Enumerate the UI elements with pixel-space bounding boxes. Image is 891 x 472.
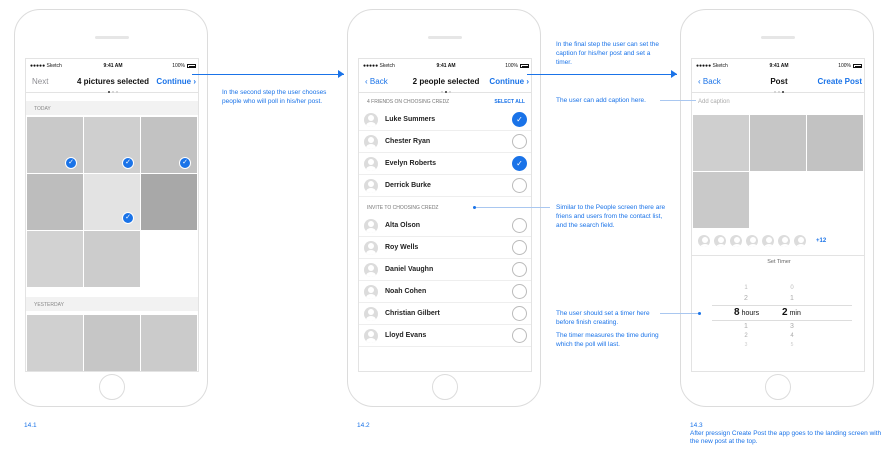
- picker-minute: 5: [790, 342, 794, 348]
- chevron-right-icon: ›: [526, 77, 529, 86]
- navbar: [692, 71, 865, 93]
- avatar: [698, 235, 710, 247]
- battery: [838, 63, 862, 69]
- picker-hour: 1: [744, 323, 748, 330]
- photo-tile[interactable]: [27, 231, 83, 287]
- home-button: [765, 374, 791, 400]
- list-item[interactable]: [359, 325, 532, 347]
- annotation-line: [474, 207, 550, 208]
- speaker: [761, 36, 795, 39]
- photo-tile[interactable]: [27, 315, 83, 371]
- radio-button[interactable]: [512, 134, 527, 149]
- battery-label: 100%: [505, 63, 518, 69]
- home-button: [432, 374, 458, 400]
- phone-2: [347, 9, 541, 407]
- picker-minute: 4: [790, 333, 794, 339]
- battery: [172, 63, 196, 69]
- list-item[interactable]: [359, 175, 532, 197]
- screen-3: [691, 58, 865, 372]
- annotation-arrow: [527, 74, 677, 75]
- picker-line: [712, 305, 852, 306]
- annotation-step2: In the second step the user chooses people who will poll in his/her post.: [222, 89, 327, 105]
- person-name: Chester Ryan: [385, 138, 431, 145]
- speaker: [95, 36, 129, 39]
- avatar: [364, 135, 378, 149]
- invite-header: INVITE TO CHOOSING CREDZ: [367, 205, 439, 211]
- avatar: [794, 235, 806, 247]
- photo-tile: [750, 115, 806, 171]
- section-yesterday: YESTERDAY: [26, 297, 199, 311]
- phone-1: [14, 9, 208, 407]
- minutes-unit: min: [789, 310, 801, 317]
- minutes-value: 2: [782, 307, 788, 318]
- select-all-button[interactable]: SELECT ALL: [494, 99, 525, 105]
- photo-tile[interactable]: [84, 315, 140, 371]
- page-title: 2 people selected: [412, 77, 480, 86]
- continue-button[interactable]: [489, 77, 529, 86]
- arrow-head-icon: [671, 70, 677, 78]
- arrow-head-icon: [338, 70, 344, 78]
- radio-button[interactable]: [512, 306, 527, 321]
- battery-icon: [520, 64, 529, 68]
- avatar: [364, 157, 378, 171]
- status-time: 9:41 AM: [769, 63, 789, 69]
- radio-button[interactable]: [512, 262, 527, 277]
- radio-button[interactable]: [512, 328, 527, 343]
- annotation-dot: [473, 206, 476, 209]
- avatar: [364, 241, 378, 255]
- avatar: [364, 329, 378, 343]
- list-item[interactable]: [359, 237, 532, 259]
- continue-label: Continue: [489, 77, 525, 86]
- avatar: [364, 179, 378, 193]
- annotation-caption: The user can add caption here.: [556, 97, 646, 104]
- radio-button[interactable]: [512, 284, 527, 299]
- annotation-timer-2: The timer measures the time during which the poll will last.: [556, 332, 659, 348]
- avatar: [364, 285, 378, 299]
- photo-tile: [807, 115, 863, 171]
- carrier: ●●●●● Sketch: [363, 63, 395, 69]
- list-item[interactable]: [359, 303, 532, 325]
- hours-value: 8: [734, 307, 740, 318]
- photo-tile[interactable]: [27, 174, 83, 230]
- annotation-people: Similar to the People screen there are friens and users from the contact list, and the search field.: [556, 204, 666, 229]
- screen-2: [358, 58, 532, 372]
- page-title: 4 pictures selected: [76, 77, 150, 86]
- divider: [692, 255, 865, 256]
- person-name: Derrick Burke: [385, 182, 431, 189]
- annotation-line: [660, 313, 700, 314]
- chevron-right-icon: ›: [193, 77, 196, 86]
- list-item[interactable]: [359, 215, 532, 237]
- caption-input[interactable]: Add caption: [698, 99, 730, 105]
- person-name: Alta Olson: [385, 222, 421, 229]
- radio-button[interactable]: [512, 218, 527, 233]
- battery-icon: [187, 64, 196, 68]
- chevron-left-icon: ‹: [365, 77, 368, 86]
- checkmark-icon: ✓: [65, 157, 77, 169]
- picker-hour: 1: [744, 285, 748, 291]
- picker-hour: 3: [744, 342, 748, 348]
- battery-label: 100%: [172, 63, 185, 69]
- avatar: [364, 113, 378, 127]
- status-bar: [359, 59, 532, 71]
- footer-label-1: 14.1: [24, 422, 37, 429]
- annotation-step3: In the final step the user can set the caption for his/her post and set a timer.: [556, 41, 659, 66]
- speaker: [428, 36, 462, 39]
- phone-3: [680, 9, 874, 407]
- photo-tile[interactable]: [141, 315, 197, 371]
- carrier: ●●●●● Sketch: [696, 63, 728, 69]
- screen-1: [25, 58, 199, 372]
- avatar: [762, 235, 774, 247]
- photo-tile[interactable]: [84, 231, 140, 287]
- battery-icon: [853, 64, 862, 68]
- list-item[interactable]: [359, 109, 532, 131]
- selected-check-icon[interactable]: ✓: [512, 156, 527, 171]
- annotation-line: [660, 100, 696, 101]
- next-button[interactable]: Next: [32, 77, 49, 86]
- person-name: Daniel Vaughn: [385, 266, 434, 273]
- picker-hour: 2: [744, 295, 748, 302]
- picker-hour-selected: [734, 307, 759, 318]
- picker-minute-selected: [782, 307, 801, 318]
- step-dots: [692, 89, 865, 94]
- carrier: ●●●●● Sketch: [30, 63, 62, 69]
- avatar: [364, 263, 378, 277]
- friends-header-label: 4 FRIENDS ON CHOOSING CREDZ: [367, 99, 450, 105]
- annotation-dot: [698, 312, 701, 315]
- list-item[interactable]: [359, 281, 532, 303]
- avatar: [746, 235, 758, 247]
- picker-line: [712, 320, 852, 321]
- avatar: [364, 307, 378, 321]
- back-label: Back: [369, 77, 388, 86]
- navbar: [359, 71, 532, 93]
- picker-minute: 1: [790, 295, 794, 302]
- picker-minute: 0: [790, 285, 794, 291]
- avatar: [730, 235, 742, 247]
- create-post-button[interactable]: Create Post: [817, 77, 862, 86]
- battery: [505, 63, 529, 69]
- friends-header: [359, 93, 532, 109]
- navbar: [26, 71, 199, 93]
- list-item[interactable]: [359, 259, 532, 281]
- back-label: Back: [702, 77, 721, 86]
- page-title: Post: [770, 77, 788, 86]
- home-button: [99, 374, 125, 400]
- footer-label-2: 14.2: [357, 422, 370, 429]
- checkmark-icon: ✓: [122, 157, 134, 169]
- status-time: 9:41 AM: [103, 63, 123, 69]
- list-item[interactable]: [359, 153, 532, 175]
- selected-check-icon[interactable]: ✓: [512, 112, 527, 127]
- person-name: Noah Cohen: [385, 288, 427, 295]
- footer-label-3: 14.3: [690, 422, 703, 429]
- radio-button[interactable]: [512, 240, 527, 255]
- person-name: Lloyd Evans: [385, 332, 427, 339]
- avatar: [714, 235, 726, 247]
- status-bar: [26, 59, 199, 71]
- person-name: Evelyn Roberts: [385, 160, 436, 167]
- more-people-count: +12: [816, 238, 827, 244]
- hours-unit: hours: [741, 310, 760, 317]
- set-timer-label: Set Timer: [767, 259, 791, 265]
- annotation-arrow: [192, 74, 344, 75]
- person-name: Christian Gilbert: [385, 310, 440, 317]
- battery-label: 100%: [838, 63, 851, 69]
- people-avatars[interactable]: [698, 235, 865, 249]
- person-name: Roy Wells: [385, 244, 419, 251]
- picker-hour: 2: [744, 333, 748, 339]
- avatar: [364, 219, 378, 233]
- photo-tile[interactable]: [141, 174, 197, 230]
- continue-label: Continue: [156, 77, 192, 86]
- photo-tile: [693, 115, 749, 171]
- photo-tile: [693, 172, 749, 228]
- list-item[interactable]: [359, 131, 532, 153]
- annotation-timer-1: The user should set a timer here before finish creating.: [556, 310, 650, 326]
- radio-button[interactable]: [512, 178, 527, 193]
- checkmark-icon: ✓: [179, 157, 191, 169]
- person-name: Luke Summers: [385, 116, 436, 123]
- continue-button[interactable]: [156, 77, 196, 86]
- checkmark-icon: ✓: [122, 212, 134, 224]
- footer-note-3: After pressign Create Post the app goes to the landing screen with the new post at the top.: [690, 430, 882, 445]
- step-dots: [26, 89, 199, 94]
- chevron-left-icon: ‹: [698, 77, 701, 86]
- picker-minute: 3: [790, 323, 794, 330]
- status-bar: [692, 59, 865, 71]
- avatar: [778, 235, 790, 247]
- section-today: TODAY: [26, 101, 199, 115]
- status-time: 9:41 AM: [436, 63, 456, 69]
